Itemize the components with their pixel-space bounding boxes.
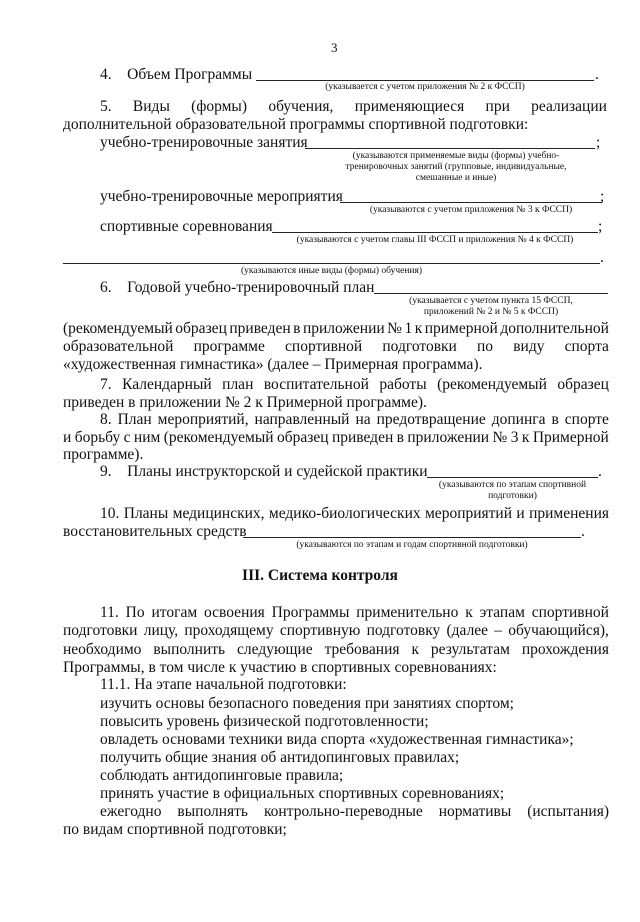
word: направленный — [254, 411, 350, 428]
word: подготовку — [366, 622, 441, 639]
page-number: 3 — [331, 40, 338, 55]
other-forms-end: . — [600, 249, 604, 266]
requirement-1: изучить основы безопасного поведения при занятиях спортом; — [100, 695, 514, 712]
word: работы — [379, 376, 427, 393]
item-9-note-1: (указываются по этапам спортивной — [438, 480, 587, 490]
item-6-label: 6. Годовой учебно-тренировочный план — [100, 279, 375, 296]
training-events-end: ; — [600, 188, 605, 205]
p11-line-3 — [63, 641, 609, 659]
word: (далее — [446, 622, 489, 639]
word: реализации — [531, 98, 607, 115]
item-6-line-4: «художественная гимнастика» (далее – Примерная программа). — [63, 356, 483, 373]
word: и — [516, 505, 525, 522]
word: этапам — [479, 604, 525, 621]
word: Календарный — [122, 376, 212, 393]
word: спортивной — [531, 604, 609, 621]
word: медицинских, — [172, 505, 265, 522]
word: 7. — [100, 376, 112, 393]
requirement-2: повысить уровень физической подготовленности; — [100, 713, 429, 730]
word: применяющиеся — [354, 98, 465, 115]
word: 5. — [100, 98, 112, 115]
requirement-7-line-2: по видам спортивной подготовки; — [63, 821, 287, 838]
word: приложении — [407, 429, 490, 446]
word: приведен — [331, 429, 394, 446]
training-sessions-note-1: (указываются применяемые виды (формы) учебно- — [352, 151, 560, 161]
word: обучающийся), — [508, 622, 609, 639]
word: результатам — [430, 641, 510, 658]
word: (формы) — [191, 98, 248, 115]
item-9-note-2: подготовки) — [488, 491, 537, 501]
word: Планы — [123, 505, 169, 522]
p11-line-1 — [100, 604, 609, 622]
word: – — [494, 622, 503, 639]
word: выполнить — [153, 641, 226, 658]
training-sessions-note-3: смешанные и иные) — [415, 173, 497, 183]
word: проходящему — [184, 622, 274, 639]
training-sessions-fill-line — [305, 148, 595, 149]
word: (рекомендуемый — [63, 320, 173, 337]
word: (рекомендуемый — [163, 429, 274, 446]
word: на — [355, 411, 371, 428]
word: образовательной — [63, 338, 174, 355]
word: в — [551, 411, 559, 428]
item-7-line-2: приведен в приложении № 2 к Примерной программе). — [63, 394, 427, 411]
word: в — [293, 320, 301, 337]
other-forms-note: (указываются иные виды (формы) обучения) — [240, 266, 423, 276]
word: мероприятий — [425, 505, 513, 522]
item-9-end: . — [598, 463, 602, 480]
word: лицу, — [143, 622, 179, 639]
word: № — [492, 429, 508, 446]
word: виду — [513, 338, 545, 355]
item-8-line-3: программе). — [63, 446, 144, 463]
p11-line-2 — [63, 622, 609, 640]
word: 8. — [100, 411, 112, 428]
word: прохождения — [521, 641, 609, 658]
item-10-fill-line — [243, 537, 581, 538]
p111-title: 11.1. На этапе начальной подготовки: — [100, 676, 347, 693]
word: (рекомендуемый — [437, 376, 547, 393]
word: медико-биологических — [268, 505, 421, 522]
requirement-5: соблюдать антидопинговые правила; — [100, 767, 344, 784]
word: обучения, — [268, 98, 334, 115]
word: приведен — [229, 320, 291, 337]
word: подготовки — [63, 622, 138, 639]
word: воспитательной — [263, 376, 369, 393]
training-events-label: учебно-тренировочные мероприятия — [100, 188, 343, 205]
item-4-end: . — [595, 66, 599, 83]
training-sessions-end: ; — [596, 134, 601, 151]
item-4-note: (указывается с учетом приложения № 2 к ФССП) — [325, 82, 525, 92]
word: к — [521, 429, 530, 446]
item-7-line-1 — [100, 376, 609, 394]
word: подготовки — [382, 338, 457, 355]
word: к — [414, 320, 423, 337]
competitions-note: (указываются с учетом главы III ФССП и приложения № 4 к ФССП) — [296, 235, 574, 245]
word: при — [485, 98, 510, 115]
word: План — [117, 411, 152, 428]
word: по — [477, 338, 494, 355]
word: ним — [133, 429, 161, 446]
word: По — [125, 604, 145, 621]
item-9-label: 9. Планы инструкторской и судейской практики — [100, 463, 428, 480]
word: в — [396, 429, 404, 446]
word: выполнять — [177, 803, 248, 820]
word: применения — [529, 505, 609, 522]
word: Программы — [271, 604, 350, 621]
word: мероприятий, — [157, 411, 249, 428]
word: приложении — [302, 320, 385, 337]
section-3-heading: III. Система контроля — [242, 567, 398, 584]
word: спорта — [564, 338, 609, 355]
word: 3 — [510, 429, 519, 446]
training-events-fill-line — [340, 202, 602, 203]
word: Примерной — [532, 429, 609, 446]
item-10-note: (указываются по этапам и годам спортивной подготовки) — [296, 540, 528, 550]
word: требования — [324, 641, 400, 658]
word: предотвращение — [376, 411, 486, 428]
word: ежегодно — [100, 803, 162, 820]
word: применительно — [356, 604, 459, 621]
word: освоения — [204, 604, 265, 621]
word: к — [465, 604, 473, 621]
requirement-7-line-1 — [100, 803, 609, 821]
word: спортивную — [279, 622, 361, 639]
word: итогам — [151, 604, 198, 621]
word: спорте — [564, 411, 609, 428]
requirement-4: получить общие знания об антидопинговых правилах; — [100, 749, 460, 766]
word: и — [63, 429, 72, 446]
word: 1 — [404, 320, 413, 337]
competitions-label: спортивные соревнования — [100, 218, 273, 235]
competitions-fill-line — [272, 232, 598, 233]
item-6-fill-line — [374, 293, 608, 294]
training-sessions-note-2: тренировочных занятий (групповые, индивидуальные, — [345, 162, 567, 172]
requirement-3: овладеть основами техники вида спорта «художественная гимнастика»; — [100, 731, 574, 748]
word: с — [123, 429, 131, 446]
item-5-line-1 — [100, 98, 607, 116]
item-8-line-2 — [63, 429, 609, 447]
training-sessions-label: учебно-тренировочные занятия — [100, 134, 308, 151]
item-10-end: . — [581, 523, 585, 540]
competitions-end: ; — [598, 218, 603, 235]
item-10-line-2-label: восстановительных средств — [63, 523, 247, 540]
training-events-note: (указываются с учетом приложения № 3 к ФССП) — [369, 205, 573, 215]
other-forms-fill-line — [63, 263, 600, 264]
word: образец — [175, 320, 227, 337]
word: необходимо — [63, 641, 142, 658]
word: Виды — [132, 98, 170, 115]
word: дополнительной — [500, 320, 609, 337]
item-10-line-1 — [100, 505, 609, 523]
word: спортивной — [285, 338, 363, 355]
p11-line-4: Программы, в том числе к участию в спортивных соревнованиях: — [63, 659, 497, 676]
word: образец — [276, 429, 329, 446]
item-6-note-1: (указывается с учетом пункта 15 ФССП, — [409, 296, 573, 306]
item-5-line-2: дополнительной образовательной программы спортивной подготовки: — [63, 116, 529, 133]
word: примерной — [424, 320, 498, 337]
word: 10. — [100, 505, 120, 522]
item-8-line-1 — [100, 411, 609, 429]
word: следующие — [237, 641, 313, 658]
item-4-label: 4. Объем Программы — [100, 66, 253, 83]
item-6-note-2: приложений № 2 и № 5 к ФССП) — [423, 307, 559, 317]
item-6-line-3 — [63, 338, 609, 356]
word: программе — [193, 338, 265, 355]
item-6-line-2 — [63, 320, 609, 338]
word: к — [411, 641, 419, 658]
item-4-fill-line — [256, 80, 594, 81]
word: образец — [557, 376, 609, 393]
word: № — [387, 320, 402, 337]
word: (испытания) — [527, 803, 609, 820]
word: допинга — [491, 411, 546, 428]
word: контрольно-переводные — [263, 803, 423, 820]
word: план — [222, 376, 254, 393]
requirement-6: принять участие в официальных спортивных соревнованиях; — [100, 785, 505, 802]
word: 11. — [100, 604, 119, 621]
word: борьбу — [74, 429, 121, 446]
word: нормативы — [438, 803, 512, 820]
item-9-fill-line — [427, 477, 598, 478]
